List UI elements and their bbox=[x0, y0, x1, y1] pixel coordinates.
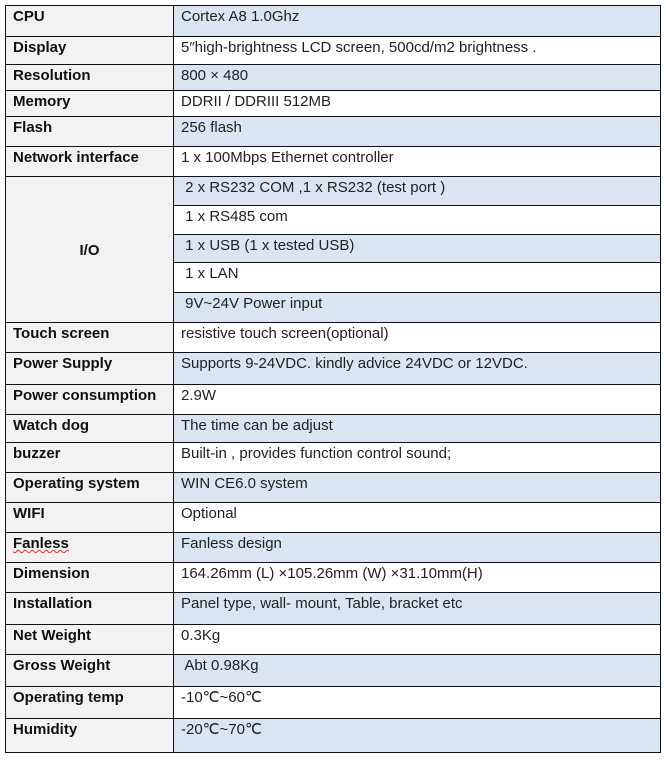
spec-label: I/O bbox=[6, 177, 174, 323]
spec-row-watch-dog bbox=[6, 415, 661, 443]
spec-label: Net Weight bbox=[6, 625, 174, 655]
spec-label: Power consumption bbox=[6, 385, 174, 415]
spec-value: 0.3Kg bbox=[174, 625, 661, 655]
spec-value: WIN CE6.0 system bbox=[174, 473, 661, 503]
spec-value: 2 x RS232 COM ,1 x RS232 (test port ) bbox=[174, 177, 661, 206]
spec-row-net-weight bbox=[6, 625, 661, 655]
spec-label: Display bbox=[6, 37, 174, 65]
spec-value: Built-in , provides function control sound; bbox=[174, 443, 661, 473]
spec-label bbox=[6, 533, 174, 563]
spec-value: -10℃~60℃ bbox=[174, 687, 661, 719]
spec-value: 5″high-brightness LCD screen, 500cd/m2 brightness . bbox=[174, 37, 661, 65]
spec-value: 256 flash bbox=[174, 117, 661, 147]
spec-value: Optional bbox=[174, 503, 661, 533]
spec-value: Abt 0.98Kg bbox=[174, 655, 661, 687]
spec-row-power-supply bbox=[6, 353, 661, 385]
spec-value: 164.26mm (L) ×105.26mm (W) ×31.10mm(H) bbox=[174, 563, 661, 593]
spec-label: buzzer bbox=[6, 443, 174, 473]
spec-label-text: Fanless bbox=[13, 535, 69, 552]
spec-label: Operating temp bbox=[6, 687, 174, 719]
spec-value: 800 × 480 bbox=[174, 65, 661, 91]
spec-value: DDRII / DDRIII 512MB bbox=[174, 91, 661, 117]
spec-row-display bbox=[6, 37, 661, 65]
spec-row-dimension bbox=[6, 563, 661, 593]
spec-label: Power Supply bbox=[6, 353, 174, 385]
spec-label: Touch screen bbox=[6, 323, 174, 353]
spec-value: 2.9W bbox=[174, 385, 661, 415]
spec-value: Panel type, wall- mount, Table, bracket etc bbox=[174, 593, 661, 625]
spec-value: The time can be adjust bbox=[174, 415, 661, 443]
spec-row-operating-temp bbox=[6, 687, 661, 719]
spec-row-gross-weight bbox=[6, 655, 661, 687]
spec-label: Installation bbox=[6, 593, 174, 625]
spec-label: CPU bbox=[6, 6, 174, 37]
spec-row-flash bbox=[6, 117, 661, 147]
spec-value: -20℃~70℃ bbox=[174, 719, 661, 753]
spec-table bbox=[5, 5, 661, 753]
spec-label: Gross Weight bbox=[6, 655, 174, 687]
spec-label: WIFI bbox=[6, 503, 174, 533]
spec-value: 1 x RS485 com bbox=[174, 206, 661, 235]
spec-row-network-interface bbox=[6, 147, 661, 177]
spec-row-cpu bbox=[6, 6, 661, 37]
spec-row-operating-system bbox=[6, 473, 661, 503]
spec-value: 1 x 100Mbps Ethernet controller bbox=[174, 147, 661, 177]
spec-label: Flash bbox=[6, 117, 174, 147]
spec-label: Network interface bbox=[6, 147, 174, 177]
spec-row-power-consumption bbox=[6, 385, 661, 415]
spec-value: Fanless design bbox=[174, 533, 661, 563]
spec-row-installation bbox=[6, 593, 661, 625]
spec-row-buzzer bbox=[6, 443, 661, 473]
spec-label: Memory bbox=[6, 91, 174, 117]
spec-value: 1 x USB (1 x tested USB) bbox=[174, 235, 661, 263]
spec-row-fanless bbox=[6, 533, 661, 563]
spec-row-wifi bbox=[6, 503, 661, 533]
spec-value: 9V~24V Power input bbox=[174, 293, 661, 323]
spec-label: Humidity bbox=[6, 719, 174, 753]
spec-label: Watch dog bbox=[6, 415, 174, 443]
spec-value: resistive touch screen(optional) bbox=[174, 323, 661, 353]
spec-value: Cortex A8 1.0Ghz bbox=[174, 6, 661, 37]
spec-label: Resolution bbox=[6, 65, 174, 91]
spec-row-resolution bbox=[6, 65, 661, 91]
spec-row-memory bbox=[6, 91, 661, 117]
spec-row-touch-screen bbox=[6, 323, 661, 353]
spec-label: Dimension bbox=[6, 563, 174, 593]
spec-row-i-o bbox=[6, 177, 661, 206]
spec-value: Supports 9-24VDC. kindly advice 24VDC or 12VDC. bbox=[174, 353, 661, 385]
spec-label: Operating system bbox=[6, 473, 174, 503]
spec-row-humidity bbox=[6, 719, 661, 753]
spec-value: 1 x LAN bbox=[174, 263, 661, 293]
